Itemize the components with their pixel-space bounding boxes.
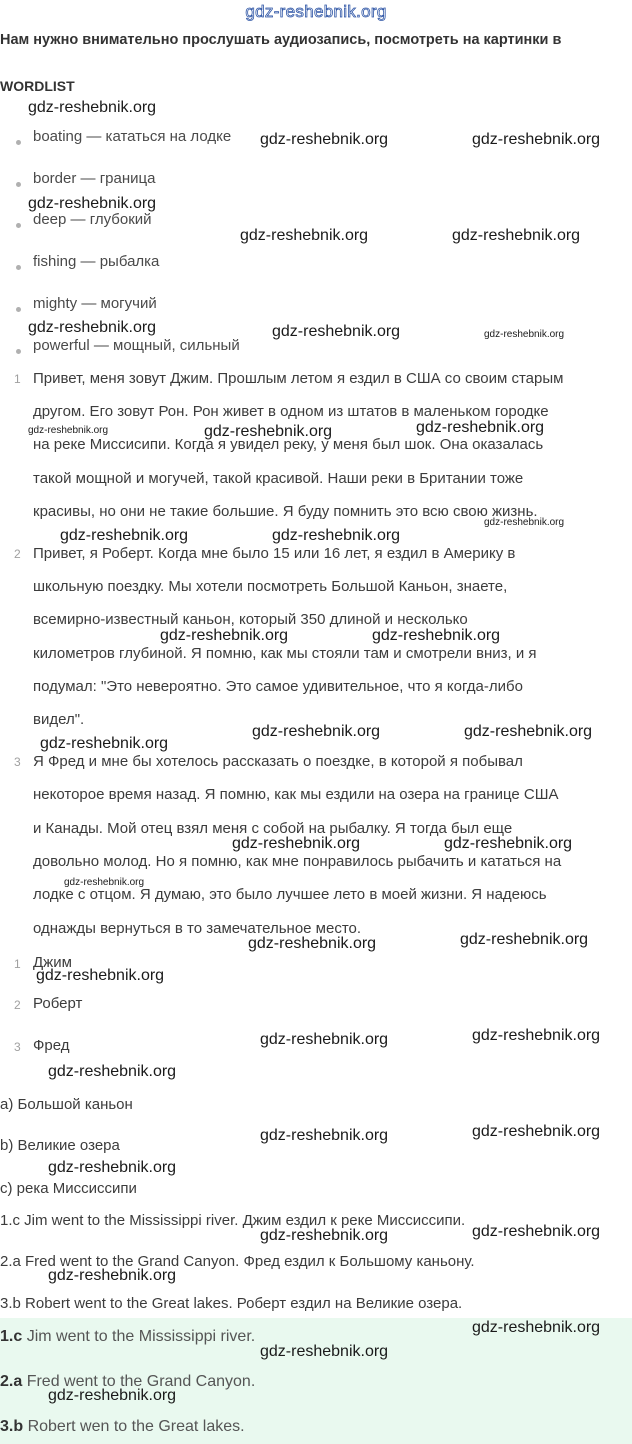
watermark-header: gdz-reshebnik.org bbox=[245, 2, 387, 21]
answer-line: 2.a Fred went to the Grand Canyon. Фред ездил к Большому каньону. bbox=[0, 1253, 475, 1270]
watermark: gdz-reshebnik.org bbox=[160, 627, 289, 644]
watermark: gdz-reshebnik.org bbox=[416, 419, 545, 436]
watermark: gdz-reshebnik.org bbox=[260, 131, 389, 148]
bullet-icon bbox=[16, 349, 21, 354]
watermark: gdz-reshebnik.org bbox=[452, 227, 581, 244]
passage-line: красивы, но они не такие большие. Я буду помнить это всю свою жизнь. bbox=[33, 503, 538, 520]
bullet-icon bbox=[16, 265, 21, 270]
name-item: Фред bbox=[33, 1037, 70, 1054]
passage-number: 1 bbox=[14, 372, 21, 386]
wordlist-item: mighty — могучий bbox=[33, 295, 157, 312]
watermark: gdz-reshebnik.org bbox=[260, 1031, 389, 1048]
watermark: gdz-reshebnik.org bbox=[48, 1387, 177, 1404]
watermark: gdz-reshebnik.org bbox=[36, 967, 165, 984]
watermark: gdz-reshebnik.org bbox=[472, 1027, 601, 1044]
passage-line: и Канады. Мой отец взял меня с собой на рыбалку. Я тогда был еще bbox=[33, 820, 513, 837]
watermark: gdz-reshebnik.org bbox=[28, 319, 157, 336]
watermark: gdz-reshebnik.org bbox=[48, 1063, 177, 1080]
passage-line: довольно молод. Но я помню, как мне понравилось рыбачить и кататься на bbox=[33, 853, 562, 870]
watermark: gdz-reshebnik.org bbox=[472, 131, 601, 148]
answer-line: 1.c Jim went to the Mississippi river. Джим ездил к реке Миссиссипи. bbox=[0, 1212, 466, 1229]
passage-line: такой мощной и могучей, такой красивой. Наши реки в Британии тоже bbox=[33, 470, 524, 487]
bullet-icon bbox=[16, 307, 21, 312]
watermark: gdz-reshebnik.org bbox=[28, 425, 109, 436]
watermark: gdz-reshebnik.org bbox=[28, 99, 157, 116]
passage-line: Привет, меня зовут Джим. Прошлым летом я ездил в США со своим старым bbox=[33, 370, 564, 387]
option-item: а) Большой каньон bbox=[0, 1096, 133, 1113]
name-number: 2 bbox=[14, 998, 21, 1012]
watermark: gdz-reshebnik.org bbox=[472, 1123, 601, 1140]
passage-line: однажды вернуться в то замечательное место. bbox=[33, 920, 362, 937]
passage-number: 3 bbox=[14, 755, 21, 769]
watermark: gdz-reshebnik.org bbox=[260, 1227, 389, 1244]
passage-line: на реке Миссисипи. Когда я увидел реку, у меня был шок. Она оказалась bbox=[33, 436, 544, 453]
watermark: gdz-reshebnik.org bbox=[204, 423, 333, 440]
watermark: gdz-reshebnik.org bbox=[64, 877, 145, 888]
wordlist-item: boating — кататься на лодке bbox=[33, 128, 232, 145]
answer-line: 3.b Robert went to the Great lakes. Роберт ездил на Великие озера. bbox=[0, 1295, 463, 1312]
wordlist-item: powerful — мощный, сильный bbox=[33, 337, 240, 354]
passage-line: подумал: "Это невероятно. Это самое удивительное, что я когда-либо bbox=[33, 678, 523, 695]
bullet-icon bbox=[16, 223, 21, 228]
watermark: gdz-reshebnik.org bbox=[48, 1267, 177, 1284]
watermark: gdz-reshebnik.org bbox=[248, 935, 377, 952]
watermark: gdz-reshebnik.org bbox=[40, 735, 169, 752]
watermark: gdz-reshebnik.org bbox=[472, 1319, 601, 1336]
passage-line: Привет, я Роберт. Когда мне было 15 или 16 лет, я ездил в Америку в bbox=[33, 545, 516, 562]
watermark: gdz-reshebnik.org bbox=[272, 527, 401, 544]
passage-line: видел". bbox=[33, 711, 85, 728]
watermark: gdz-reshebnik.org bbox=[260, 1127, 389, 1144]
final-answer-line: 2.a Fred went to the Grand Canyon. bbox=[0, 1373, 256, 1390]
watermark: gdz-reshebnik.org bbox=[252, 723, 381, 740]
watermark: gdz-reshebnik.org bbox=[484, 517, 565, 528]
wordlist-item: fishing — рыбалка bbox=[33, 253, 160, 270]
passage-line: другом. Его зовут Рон. Рон живет в одном из штатов в маленьком городке bbox=[33, 403, 549, 420]
watermark: gdz-reshebnik.org bbox=[272, 323, 401, 340]
passage-line: Я Фред и мне бы хотелось рассказать о поездке, в которой я побывал bbox=[33, 753, 523, 770]
name-item: Роберт bbox=[33, 995, 83, 1012]
watermark: gdz-reshebnik.org bbox=[444, 835, 573, 852]
watermark: gdz-reshebnik.org bbox=[484, 329, 565, 340]
task-instruction: Нам нужно внимательно прослушать аудиозапись, посмотреть на картинки в bbox=[0, 32, 562, 48]
name-number: 1 bbox=[14, 957, 21, 971]
bullet-icon bbox=[16, 182, 21, 187]
name-number: 3 bbox=[14, 1040, 21, 1054]
watermark: gdz-reshebnik.org bbox=[472, 1223, 601, 1240]
final-answer-line: 3.b Robert wen to the Great lakes. bbox=[0, 1418, 245, 1435]
watermark: gdz-reshebnik.org bbox=[260, 1343, 389, 1360]
passage-line: всемирно-известный каньон, который 350 длиной и несколько bbox=[33, 611, 468, 628]
passage-line: школьную поездку. Мы хотели посмотреть Большой Каньон, знаете, bbox=[33, 578, 508, 595]
watermark: gdz-reshebnik.org bbox=[460, 931, 589, 948]
wordlist-item: border — граница bbox=[33, 170, 156, 187]
bullet-icon bbox=[16, 140, 21, 145]
watermark: gdz-reshebnik.org bbox=[28, 195, 157, 212]
final-answer-line: 1.c Jim went to the Mississippi river. bbox=[0, 1328, 256, 1345]
wordlist-title: WORDLIST bbox=[0, 78, 75, 94]
passage-number: 2 bbox=[14, 547, 21, 561]
passage-line: некоторое время назад. Я помню, как мы ездили на озера на границе США bbox=[33, 786, 559, 803]
passage-line: километров глубиной. Я помню, как мы стояли там и смотрели вниз, и я bbox=[33, 645, 537, 662]
watermark: gdz-reshebnik.org bbox=[48, 1159, 177, 1176]
watermark: gdz-reshebnik.org bbox=[372, 627, 501, 644]
wordlist-item: deep — глубокий bbox=[33, 211, 152, 228]
option-item: c) река Миссиссипи bbox=[0, 1180, 137, 1197]
option-item: b) Великие озера bbox=[0, 1137, 120, 1154]
watermark: gdz-reshebnik.org bbox=[60, 527, 189, 544]
passage-line: лодке с отцом. Я думаю, это было лучшее лето в моей жизни. Я надеюсь bbox=[33, 886, 547, 903]
watermark: gdz-reshebnik.org bbox=[240, 227, 369, 244]
watermark: gdz-reshebnik.org bbox=[464, 723, 593, 740]
watermark: gdz-reshebnik.org bbox=[232, 835, 361, 852]
name-item: Джим bbox=[33, 954, 72, 971]
